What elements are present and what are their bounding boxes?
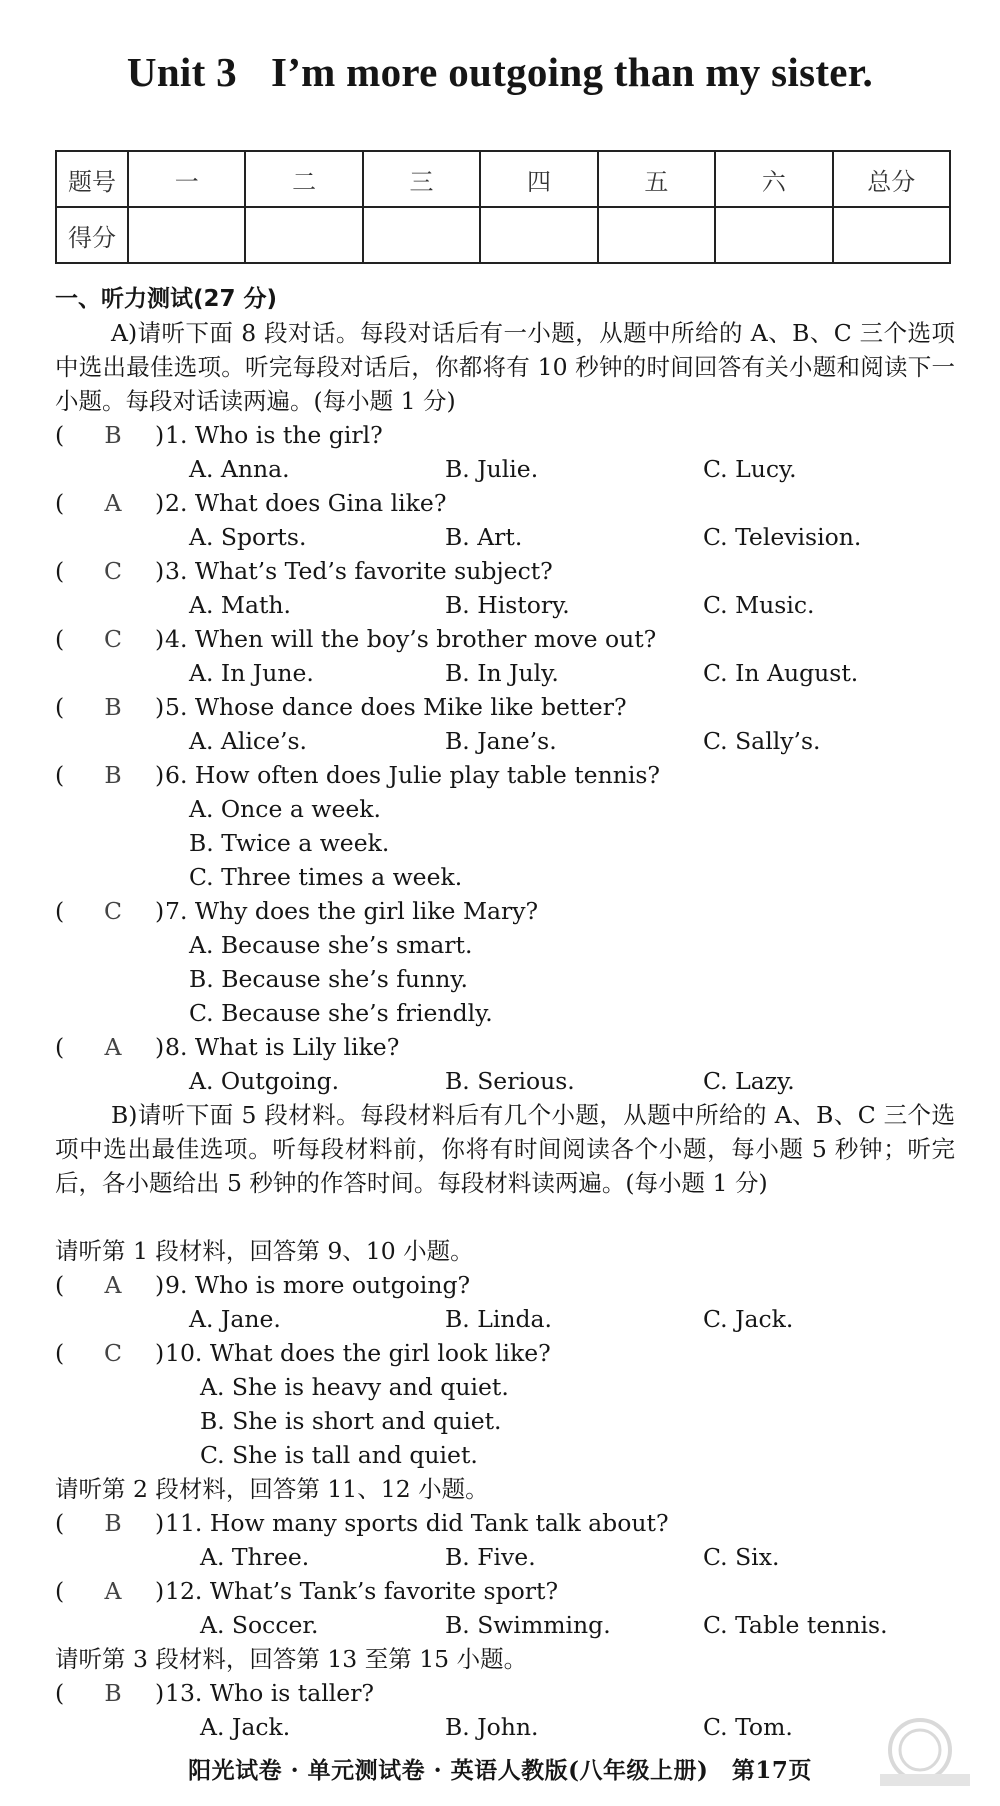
option-b[interactable]: B. In July. xyxy=(445,659,559,687)
question-text: 12. What’s Tank’s favorite sport? xyxy=(165,1577,559,1605)
unit-title: I’m more outgoing than my sister. xyxy=(270,49,874,95)
score-header-cell: 五 xyxy=(598,151,715,207)
option-a[interactable]: A. Outgoing. xyxy=(189,1067,340,1095)
answer-4[interactable]: C xyxy=(104,625,122,653)
option-c[interactable]: C. Music. xyxy=(703,591,815,619)
option-b[interactable]: B. Jane’s. xyxy=(445,727,557,755)
option-b[interactable]: B. Linda. xyxy=(445,1305,552,1333)
option-b[interactable]: B. Twice a week. xyxy=(189,829,390,857)
question-text: 1. Who is the girl? xyxy=(165,421,383,449)
score-row-label: 得分 xyxy=(56,207,128,263)
option-c[interactable]: C. Three times a week. xyxy=(189,863,463,891)
listening-prompt-1: 请听第 1 段材料，回答第 9、10 小题。 xyxy=(55,1237,474,1265)
score-cell[interactable] xyxy=(480,207,597,263)
question-text: 4. When will the boy’s brother move out? xyxy=(165,625,657,653)
option-row xyxy=(55,1370,955,1404)
listening-prompt-3: 请听第 3 段材料，回答第 13 至第 15 小题。 xyxy=(55,1645,528,1673)
options-row xyxy=(55,520,955,554)
option-a[interactable]: A. She is heavy and quiet. xyxy=(200,1373,509,1401)
question-text: 10. What does the girl look like? xyxy=(165,1339,551,1367)
option-b[interactable]: B. History. xyxy=(445,591,570,619)
option-a[interactable]: A. Anna. xyxy=(189,455,290,483)
question-5: ( B ) 5. Whose dance does Mike like better? xyxy=(55,690,955,724)
option-b[interactable]: B. Swimming. xyxy=(445,1611,611,1639)
answer-9[interactable]: A xyxy=(104,1271,122,1299)
options-row xyxy=(55,724,955,758)
score-cell[interactable] xyxy=(715,207,832,263)
options-row xyxy=(55,1710,955,1744)
score-cell[interactable] xyxy=(128,207,245,263)
option-b[interactable]: B. John. xyxy=(445,1713,539,1741)
options-row xyxy=(55,588,955,622)
options-row xyxy=(55,452,955,486)
answer-7[interactable]: C xyxy=(104,897,122,925)
score-header-cell: 一 xyxy=(128,151,245,207)
option-c[interactable]: C. Jack. xyxy=(703,1305,794,1333)
option-b[interactable]: B. Serious. xyxy=(445,1067,575,1095)
question-4: ( C ) 4. When will the boy’s brother move out? xyxy=(55,622,955,656)
options-row xyxy=(55,1608,955,1642)
option-a[interactable]: A. Sports. xyxy=(189,523,307,551)
answer-13[interactable]: B xyxy=(104,1679,122,1707)
listening-prompt-2: 请听第 2 段材料，回答第 11、12 小题。 xyxy=(55,1475,489,1503)
question-text: 9. Who is more outgoing? xyxy=(165,1271,471,1299)
answer-3[interactable]: C xyxy=(104,557,122,585)
option-c[interactable]: C. Table tennis. xyxy=(703,1611,888,1639)
question-text: 6. How often does Julie play table tennis? xyxy=(165,761,661,789)
score-header-cell: 总分 xyxy=(833,151,950,207)
option-row xyxy=(55,1404,955,1438)
option-c[interactable]: C. In August. xyxy=(703,659,859,687)
question-7: ( C ) 7. Why does the girl like Mary? xyxy=(55,894,955,928)
part-a-instructions: A)请听下面 8 段对话。每段对话后有一小题，从题中所给的 A、B、C 三个选项中选出最佳选项。听完每段对话后，你都将有 10 秒钟的时间回答有关小题和阅读下一小题。每段对话读两遍。(每小题 1 分) xyxy=(55,319,955,415)
option-a[interactable]: A. Math. xyxy=(189,591,292,619)
options-row xyxy=(55,1302,955,1336)
option-row xyxy=(55,1438,955,1472)
question-text: 13. Who is taller? xyxy=(165,1679,375,1707)
answer-2[interactable]: A xyxy=(104,489,122,517)
option-row xyxy=(55,860,955,894)
score-cell[interactable] xyxy=(245,207,362,263)
section-listening xyxy=(55,282,955,1744)
option-c[interactable]: C. Television. xyxy=(703,523,862,551)
score-header-cell: 三 xyxy=(363,151,480,207)
option-row xyxy=(55,792,955,826)
option-row xyxy=(55,826,955,860)
question-11: ( B ) 11. How many sports did Tank talk about? xyxy=(55,1506,955,1540)
score-value-row xyxy=(56,207,950,263)
score-header-cell: 六 xyxy=(715,151,832,207)
unit-label: Unit 3 xyxy=(126,49,237,95)
score-cell[interactable] xyxy=(598,207,715,263)
option-a[interactable]: A. Jack. xyxy=(200,1713,291,1741)
answer-12[interactable]: A xyxy=(104,1577,122,1605)
option-b[interactable]: B. She is short and quiet. xyxy=(200,1407,502,1435)
answer-10[interactable]: C xyxy=(104,1339,122,1367)
option-c[interactable]: C. Six. xyxy=(703,1543,780,1571)
question-13: ( B ) 13. Who is taller? xyxy=(55,1676,955,1710)
option-a[interactable]: A. Once a week. xyxy=(189,795,381,823)
section-heading: 一、听力测试(27 分) xyxy=(55,286,278,312)
question-6: ( B ) 6. How often does Julie play table tennis? xyxy=(55,758,955,792)
score-table xyxy=(55,150,951,264)
question-1: ( B ) 1. Who is the girl? xyxy=(55,418,955,452)
option-row xyxy=(55,928,955,962)
answer-5[interactable]: B xyxy=(104,693,122,721)
page-footer: 阳光试卷 · 单元测试卷 · 英语人教版(八年级上册) 第17页 xyxy=(188,1757,812,1784)
options-row xyxy=(55,1064,955,1098)
watermark-stamp-icon xyxy=(860,1712,980,1792)
option-row xyxy=(55,962,955,996)
question-text: 2. What does Gina like? xyxy=(165,489,447,517)
option-c[interactable]: C. Because she’s friendly. xyxy=(189,999,493,1027)
option-c[interactable]: C. Tom. xyxy=(703,1713,793,1741)
option-a[interactable]: A. Three. xyxy=(200,1543,310,1571)
score-header-cell: 题号 xyxy=(56,151,128,207)
option-a[interactable]: A. Jane. xyxy=(189,1305,281,1333)
question-text: 11. How many sports did Tank talk about? xyxy=(165,1509,669,1537)
options-row xyxy=(55,656,955,690)
question-8: ( A ) 8. What is Lily like? xyxy=(55,1030,955,1064)
question-2: ( A ) 2. What does Gina like? xyxy=(55,486,955,520)
question-3: ( C ) 3. What’s Ted’s favorite subject? xyxy=(55,554,955,588)
answer-8[interactable]: A xyxy=(104,1033,122,1061)
score-cell[interactable] xyxy=(363,207,480,263)
question-12: ( A ) 12. What’s Tank’s favorite sport? xyxy=(55,1574,955,1608)
score-cell[interactable] xyxy=(833,207,950,263)
answer-1[interactable]: B xyxy=(104,421,122,449)
page-title xyxy=(0,48,1000,96)
option-b[interactable]: B. Because she’s funny. xyxy=(189,965,468,993)
option-c[interactable]: C. Lucy. xyxy=(703,455,797,483)
question-10: ( C ) 10. What does the girl look like? xyxy=(55,1336,955,1370)
question-9: ( A ) 9. Who is more outgoing? xyxy=(55,1268,955,1302)
question-text: 7. Why does the girl like Mary? xyxy=(165,897,539,925)
answer-11[interactable]: B xyxy=(104,1509,122,1537)
answer-6[interactable]: B xyxy=(104,761,122,789)
options-row xyxy=(55,1540,955,1574)
question-text: 3. What’s Ted’s favorite subject? xyxy=(165,557,553,585)
option-b[interactable]: B. Art. xyxy=(445,523,523,551)
option-a[interactable]: A. Because she’s smart. xyxy=(189,931,473,959)
option-a[interactable]: A. Soccer. xyxy=(200,1611,319,1639)
option-c[interactable]: C. Lazy. xyxy=(703,1067,795,1095)
score-header-cell: 四 xyxy=(480,151,597,207)
question-text: 5. Whose dance does Mike like better? xyxy=(165,693,627,721)
score-header-cell: 二 xyxy=(245,151,362,207)
question-text: 8. What is Lily like? xyxy=(165,1033,400,1061)
score-header-row xyxy=(56,151,950,207)
option-b[interactable]: B. Five. xyxy=(445,1543,536,1571)
option-b[interactable]: B. Julie. xyxy=(445,455,539,483)
part-b-instructions: B)请听下面 5 段材料。每段材料后有几个小题，从题中所给的 A、B、C 三个选项中选出最佳选项。听每段材料前，你将有时间阅读各个小题，每小题 5 秒钟；听完后，各小题给出 5 秒钟的作答时间。每段材料读两遍。(每小题 1 分) xyxy=(55,1101,955,1197)
option-row xyxy=(55,996,955,1030)
option-c[interactable]: C. Sally’s. xyxy=(703,727,821,755)
option-a[interactable]: A. In June. xyxy=(189,659,314,687)
option-a[interactable]: A. Alice’s. xyxy=(189,727,307,755)
option-c[interactable]: C. She is tall and quiet. xyxy=(200,1441,478,1469)
